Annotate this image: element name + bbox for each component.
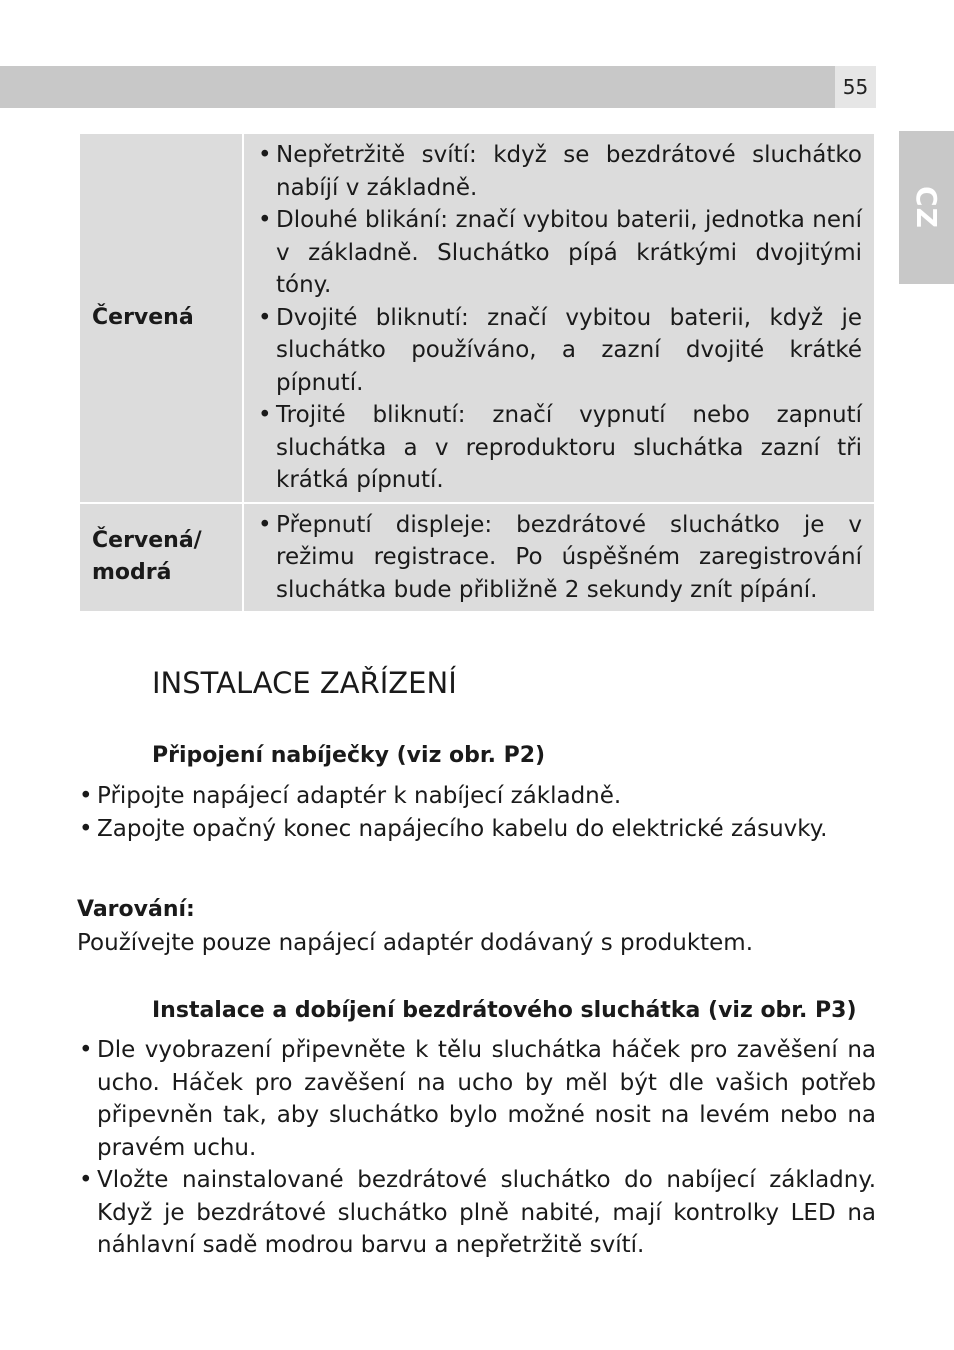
led-status-table [78, 132, 876, 613]
language-tab [899, 131, 954, 284]
led-description [244, 504, 874, 612]
list-item: • Nepřetržitě svítí: když se bezdrátové sluchátko nabíjí v základně. [256, 139, 862, 204]
table-row [80, 134, 874, 502]
page-number: 55 [835, 66, 876, 108]
list-item: • Dle vyobrazení připevněte k tělu sluchátka háček pro zavěšení na ucho. Háček pro zavěšení na ucho by měl být dle vašich potřeb připevněn tak, aby sluchátko bylo možné nosit na levém nebo na pravém uchu. [77, 1034, 876, 1164]
list-item: • Dlouhé blikání: značí vybitou baterii, jednotka není v základně. Sluchátko pípá krátkými dvojitými tóny. [256, 204, 862, 302]
list-item: • Zapojte opačný konec napájecího kabelu do elektrické zásuvky. [77, 813, 876, 846]
list-item: • Vložte nainstalované bezdrátové sluchátko do nabíjecí základny. Když je bezdrátové sluchátko plně nabité, mají kontrolky LED na náhlavní sadě modrou barvu a nepřetržitě svítí. [77, 1164, 876, 1262]
led-description [244, 134, 874, 502]
list-item: • Trojité bliknutí: značí vypnutí nebo zapnutí sluchátka a v reproduktoru sluchátka zazní tři krátká pípnutí. [256, 399, 862, 497]
led-color-label: Červená [80, 134, 242, 502]
warning-title: Varování: [77, 897, 195, 922]
table-row [80, 504, 874, 612]
charger-heading: Připojení nabíječky (viz obr. P2) [152, 743, 546, 768]
list-item: • Připojte napájecí adaptér k nabíjecí základně. [77, 780, 876, 813]
charger-list [77, 780, 876, 845]
header-bar [0, 66, 835, 108]
headset-heading: Instalace a dobíjení bezdrátového sluchátka (viz obr. P3) [152, 998, 857, 1023]
led-color-label: Červená/ modrá [80, 504, 242, 612]
list-item: • Přepnutí displeje: bezdrátové sluchátko je v režimu registrace. Po úspěšném zaregistrování sluchátka bude přibližně 2 sekundy znít pípání. [256, 509, 862, 607]
headset-list [77, 1034, 876, 1262]
list-item: • Dvojité bliknutí: značí vybitou baterii, když je sluchátko používáno, a zazní dvojité krátké pípnutí. [256, 302, 862, 400]
section-title: INSTALACE ZAŘÍZENÍ [152, 666, 457, 700]
language-tab-label: CZ [909, 186, 943, 229]
warning-text: Používejte pouze napájecí adaptér dodávaný s produktem. [77, 930, 754, 956]
